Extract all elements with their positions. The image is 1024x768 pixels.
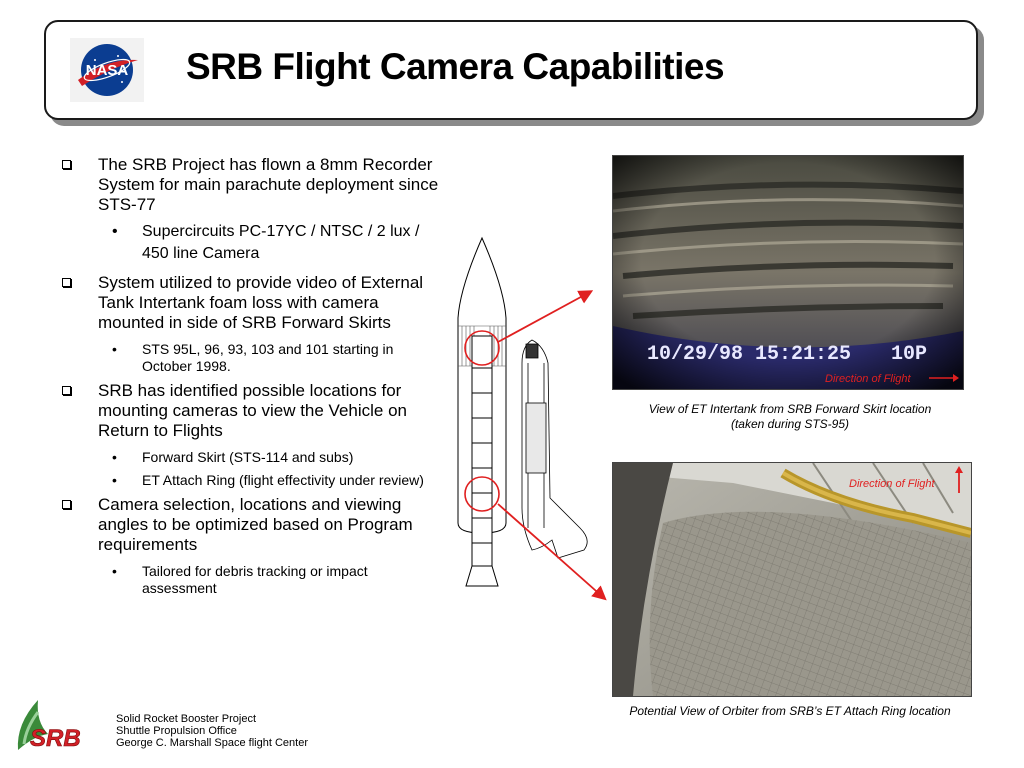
dot-bullet-icon: • <box>112 449 117 465</box>
sub-bullet-item <box>60 341 440 375</box>
orbiter <box>522 340 587 558</box>
sub-bullet-text: ET Attach Ring (flight effectivity under review) <box>142 472 424 488</box>
dot-bullet-icon: • <box>112 341 117 357</box>
bullet-item <box>60 273 440 333</box>
orbiter-photo <box>612 462 972 697</box>
sub-bullet-item <box>60 472 440 489</box>
footer <box>116 713 308 749</box>
square-bullet-icon <box>62 160 71 169</box>
bullet-text: System utilized to provide video of External Tank Intertank foam loss with camera mounted in side of SRB Forward Skirts <box>98 273 424 332</box>
bullet-text: SRB has identified possible locations for mounting cameras to view the Vehicle on Return to Flights <box>98 381 408 440</box>
bullet-item <box>60 381 440 441</box>
sub-bullet-item <box>60 449 440 466</box>
video-mode: 10P <box>891 343 928 366</box>
sub-bullet-item <box>60 563 440 597</box>
srb-logo-text: SRB <box>30 725 81 752</box>
sub-bullet-text: STS 95L, 96, 93, 103 and 101 starting in October 1998. <box>142 341 394 374</box>
bullet-text: The SRB Project has flown a 8mm Recorder System for main parachute deployment since STS-77 <box>98 155 439 214</box>
sub-bullet-text: Tailored for debris tracking or impact assessment <box>142 563 368 596</box>
footer-line2: Shuttle Propulsion Office <box>116 725 237 737</box>
square-bullet-icon <box>62 386 71 395</box>
sub-bullet-text: Supercircuits PC-17YC / NTSC / 2 lux / 450 line Camera <box>142 223 420 262</box>
video-timestamp: 10/29/98 15:21:25 <box>647 343 852 366</box>
intertank-photo <box>612 155 964 390</box>
dot-bullet-icon: • <box>112 563 117 579</box>
sub-bullet-text: Forward Skirt (STS-114 and subs) <box>142 449 354 465</box>
dot-bullet-icon: • <box>112 223 118 240</box>
bullet-text: Camera selection, locations and viewing angles to be optimized based on Program requirements <box>98 495 413 554</box>
bullet-item <box>60 155 440 215</box>
srb-logo <box>8 694 88 758</box>
footer-line3: George C. Marshall Space flight Center <box>116 737 308 749</box>
shuttle-diagram <box>452 228 612 588</box>
orbiter-caption: Potential View of Orbiter from SRB’s ET Attach Ring location <box>629 704 951 718</box>
dot-bullet-icon: • <box>112 472 117 488</box>
direction-of-flight-label: Direction of Flight <box>825 373 911 385</box>
square-bullet-icon <box>62 278 71 287</box>
square-bullet-icon <box>62 500 71 509</box>
nasa-logo <box>70 38 144 102</box>
sub-bullet-item <box>60 221 440 265</box>
intertank-caption-line2: (taken during STS-95) <box>730 417 850 431</box>
page-title: SRB Flight Camera Capabilities <box>186 46 725 87</box>
nasa-logo-text: NASA <box>85 62 129 79</box>
bullet-item <box>60 495 440 555</box>
intertank-caption-line1: View of ET Intertank from SRB Forward Skirt location <box>648 402 932 416</box>
intertank-caption <box>612 402 968 432</box>
bullet-list <box>60 155 440 603</box>
direction-of-flight-label-2: Direction of Flight <box>849 478 935 490</box>
footer-line1: Solid Rocket Booster Project <box>116 713 257 725</box>
